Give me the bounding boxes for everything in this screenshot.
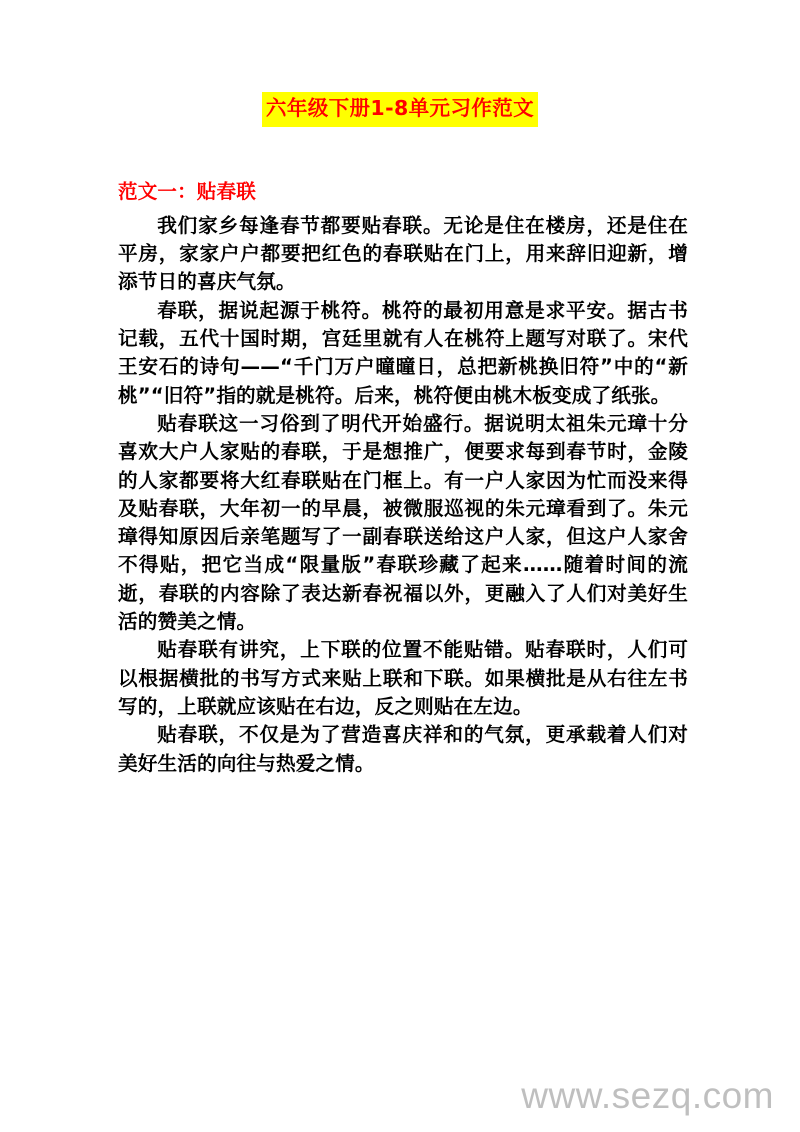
body-paragraph: 贴春联这一习俗到了明代开始盛行。据说明太祖朱元璋十分喜欢大户人家贴的春联，于是想推广，便要求每到春节时，金陵的人家都要将大红春联贴在门框上。有一户人家因为忙而没来得及贴春联，大年初一的早晨，被微服巡视的朱元璋看到了。朱元璋得知原因后亲笔题写了一副春联送给这户人家，但这户人家舍不得贴，把它当成“限量版”春联珍藏了起来……随着时间的流逝，春联的内容除了表达新春祝福以外，更融入了人们对美好生活的赞美之情。 — [118, 411, 688, 634]
page-title: 六年级下册1-8单元习作范文 — [262, 92, 538, 127]
document-title-row — [0, 92, 800, 127]
document-body — [118, 178, 688, 778]
site-watermark: www.sezq.com — [521, 1075, 774, 1116]
body-paragraph: 贴春联，不仅是为了营造喜庆祥和的气氛，更承载着人们对美好生活的向往与热爱之情。 — [118, 723, 688, 775]
body-paragraph: 春联，据说起源于桃符。桃符的最初用意是求平安。据古书记载，五代十国时期，宫廷里就有人在桃符上题写对联了。宋代王安石的诗句——“千门万户曈曈日，总把新桃换旧符”中的“新桃”“旧符”指的就是桃符。后来，桃符便由桃木板变成了纸张。 — [118, 298, 688, 407]
section-heading: 范文一：贴春联 — [118, 180, 256, 203]
body-paragraph: 我们家乡每逢春节都要贴春联。无论是住在楼房，还是住在平房，家家户户都要把红色的春联贴在门上，用来辞旧迎新，增添节日的喜庆气氛。 — [118, 213, 688, 294]
body-paragraph: 贴春联有讲究，上下联的位置不能贴错。贴春联时，人们可以根据横批的书写方式来贴上联和下联。如果横批是从右往左书写的，上联就应该贴在右边，反之则贴在左边。 — [118, 638, 688, 718]
